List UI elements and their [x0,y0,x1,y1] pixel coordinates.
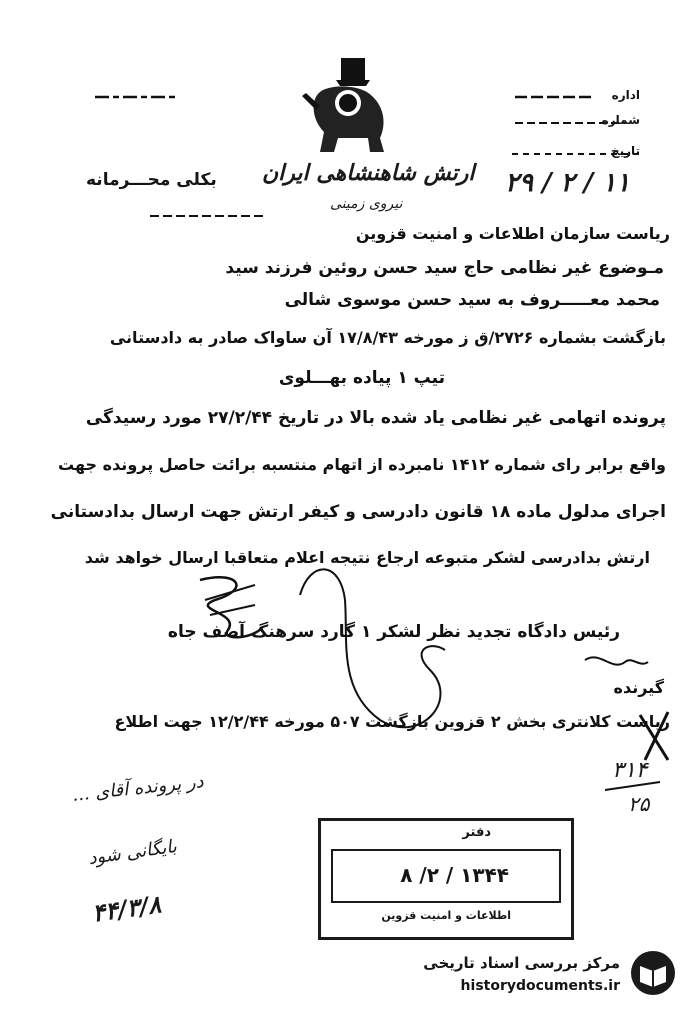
watermark-url: historydocuments.ir [460,978,620,994]
watermark-title: مرکز بررسی اسناد تاریخی [423,954,620,972]
handwritten-number: ۳۱۴ [612,758,648,783]
emblem-sub-caption: نیروی زمینی [330,196,403,212]
body-line: پرونده اتهامی غیر نظامی یاد شده بالا در تاریخ ۲۷/۲/۴۴ مورد رسیدگی [85,408,666,428]
body-line: مـوضوع غیر نظامی حاج سید حسن روئین فرزند سید [225,258,664,278]
book-logo-icon [628,948,678,998]
header-label-number: شماره [601,113,640,127]
header-label-office: اداره [611,88,640,102]
body-line: بازگشت بشماره ۲۷۲۶/ق ز مورخه ۱۷/۸/۴۳ آن ساواک صادر به دادستانی [109,328,666,347]
body-line: واقع برابر رای شماره ۱۴۱۲ نامبرده از اتهام منتسبه برائت حاصل پرونده جهت [58,455,666,474]
stamp-org: اطلاعات و امنیت قزوین [381,909,511,922]
body-line: تیپ ۱ پیاده بهـــلوی [278,368,445,388]
recipients-line: ریاست کلانتری بخش ۲ قزوین بازگشت ۵۰۷ مورخه ۱۲/۲/۴۴ جهت اطلاع [114,712,670,731]
body-line: ارتش بدادرسی لشکر متبوعه ارجاع نتیجه اعلام متعاقبا ارسال خواهد شد [84,548,650,567]
watermark [410,940,680,1000]
stamp-title: دفتر [462,825,491,840]
signer-line: رئیس دادگاه تجدید نظر لشکر ۱ گارد سرهنگ آصف جاه [167,622,620,642]
emblem-caption: ارتش شاهنشاهی ایران [262,160,475,186]
office-stamp [318,818,574,940]
handwritten-note: بایگانی شود [86,835,179,870]
stamp-date: ۱۳۴۴ / ۲/ ۸ [400,863,509,887]
handwritten-date: ۴۴/۳/۸ [90,889,163,928]
handwritten-note: در پرونده آقای ... [71,771,205,806]
addressee-line: ریاست سازمان اطلاعات و امنیت قزوین [355,224,670,243]
header-label-date: تاریخ [610,144,640,158]
body-line: محمد معـــــروف به سید حسن موسوی شالی [284,290,660,310]
stamp-date-box [331,849,561,903]
emblem-lion-icon [302,58,384,152]
handwritten-number-denominator: ۲۵ [628,792,650,816]
classification-label: بکلی محـــرمانه [86,170,217,190]
body-line: اجرای مدلول ماده ۱۸ قانون دادرسی و کیفر ارتش جهت ارسال بدادستانی [50,502,666,522]
header-date-handwritten: ۲۹ / ۲ / ۱۱ [505,168,631,198]
recipients-label: گیرنده [613,678,664,697]
